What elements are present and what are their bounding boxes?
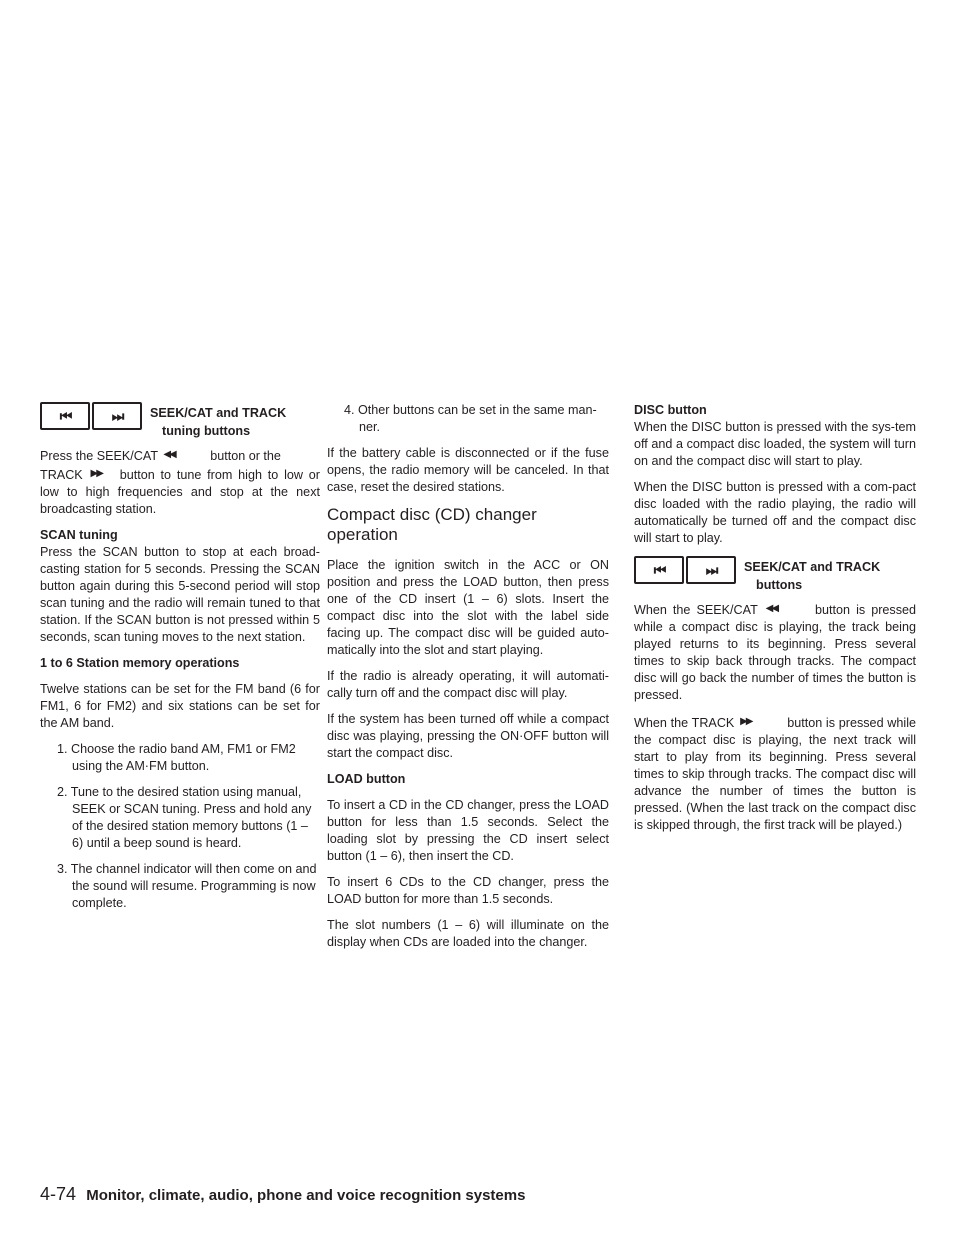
disc-heading: DISC button [634, 403, 707, 417]
text: When the TRACK [634, 716, 735, 730]
memory-steps [40, 741, 320, 912]
cd-changer-heading: Compact disc (CD) changer operation [327, 505, 537, 544]
cd-paragraph-2: If the radio is already operating, it will automati-cally turn off and the compact disc will play. [327, 669, 609, 700]
track-button-icon: ⏭ [686, 556, 736, 584]
battery-paragraph: If the battery cable is disconnected or if the fuse opens, the radio memory will be canceled. In that case, reset the desired stations. [327, 446, 609, 494]
scan-paragraph: Press the SCAN button to stop at each broad-casting station for 5 seconds. Pressing the SCAN button again during this 5-second period will stop scan tuning and the radio will remain tuned to that station. If the SCAN button is not pressed within 5 seconds, scan tuning moves to the next station. [40, 545, 320, 644]
seek-track-buttons-figure [40, 402, 320, 440]
seek-back-icon: ◀◀ [163, 449, 175, 460]
buttons-heading-line2: buttons [756, 578, 803, 592]
page-number: 4-74 [40, 1184, 77, 1204]
text: When the SEEK/CAT [634, 603, 758, 617]
load-paragraph-2: To insert 6 CDs to the CD changer, press the LOAD button for more than 1.5 seconds. [327, 875, 609, 906]
buttons-heading [744, 558, 880, 594]
column-2 [327, 402, 609, 960]
seek-cat-button-icon: ⏮ [634, 556, 684, 584]
disc-paragraph-1: When the DISC button is pressed with the sys-tem off and a compact disc loaded, the system will turn on and the compact disc will start to play. [634, 420, 916, 468]
load-paragraph-3: The slot numbers (1 – 6) will illuminate on the display when CDs are loaded into the changer. [327, 918, 609, 949]
list-item: 2. Tune to the desired station using manual, SEEK or SCAN tuning. Press and hold any of the desired station memory buttons (1 – 6) until a beep sound is heard. [57, 785, 312, 850]
list-item: 1. Choose the radio band AM, FM1 or FM2 using the AM·FM button. [57, 742, 296, 773]
text: button or the [210, 449, 281, 463]
text: TRACK [40, 468, 83, 482]
text: button is pressed while the compact disc is playing, the next track will start to play from its beginning. Press several times to skip through tracks. The compact disc will advance the number of times the button is pressed. (When the last track on the compact disc is skipped through, the first track will be played.) [634, 716, 916, 832]
track-forward-icon: ▶▶ [90, 468, 102, 479]
text: button is pressed while a compact disc is playing, the track being played returns to its beginning. Press several times to skip back through tracks. The compact disc will go back the number of times the button is pressed. [634, 603, 917, 702]
text: Press the SEEK/CAT [40, 449, 158, 463]
track-forward-icon: ▶▶ [740, 716, 752, 727]
column-3 [634, 402, 916, 843]
seek-track-paragraph [40, 446, 320, 518]
text: button to tune from high to low or low to high frequencies and stop at the next broadcasting station. [40, 468, 320, 516]
buttons-heading-line2: tuning buttons [162, 424, 251, 438]
memory-paragraph: Twelve stations can be set for the FM band (6 for FM1, 6 for FM2) and six stations can be set for the AM band. [40, 682, 320, 730]
load-heading: LOAD button [327, 772, 406, 786]
seek-track-buttons-figure-2 [634, 556, 916, 594]
column-1 [40, 402, 320, 921]
buttons-heading-line1: SEEK/CAT and TRACK [150, 406, 287, 420]
track-button-icon: ⏭ [92, 402, 142, 430]
memory-steps-continued [327, 402, 609, 436]
memory-heading: 1 to 6 Station memory operations [40, 656, 240, 670]
cd-paragraph-3: If the system has been turned off while a compact disc was playing, pressing the ON·OFF button will start the compact disc. [327, 712, 609, 760]
buttons-heading [150, 404, 286, 440]
disc-paragraph-2: When the DISC button is pressed with a com-pact disc loaded with the radio playing, the radio will automatically be turned off and the compact disc will start to play. [634, 480, 916, 545]
scan-heading: SCAN tuning [40, 528, 118, 542]
load-paragraph-1: To insert a CD in the CD changer, press the LOAD button for less than 1.5 seconds. Select the loading slot by pressing the CD insert select button (1 – 6), then insert the CD. [327, 798, 609, 863]
cd-paragraph-1: Place the ignition switch in the ACC or ON position and press the LOAD button, then press one of the CD insert (1 – 6) slots. Insert the compact disc into the slot with the label side facing up. The compact disc will be guided auto-matically into the slot and start playing. [327, 558, 609, 657]
chapter-title: Monitor, climate, audio, phone and voice recognition systems [86, 1187, 526, 1204]
seek-paragraph [634, 600, 916, 704]
buttons-heading-line1: SEEK/CAT and TRACK [744, 560, 881, 574]
seek-cat-button-icon: ⏮ [40, 402, 90, 430]
track-paragraph [634, 713, 916, 834]
list-item: 4. Other buttons can be set in the same man-ner. [344, 403, 597, 434]
seek-back-icon: ◀◀ [765, 603, 778, 614]
list-item: 3. The channel indicator will then come on and the sound will resume. Programming is now complete. [57, 862, 317, 910]
page-footer [40, 1185, 525, 1205]
